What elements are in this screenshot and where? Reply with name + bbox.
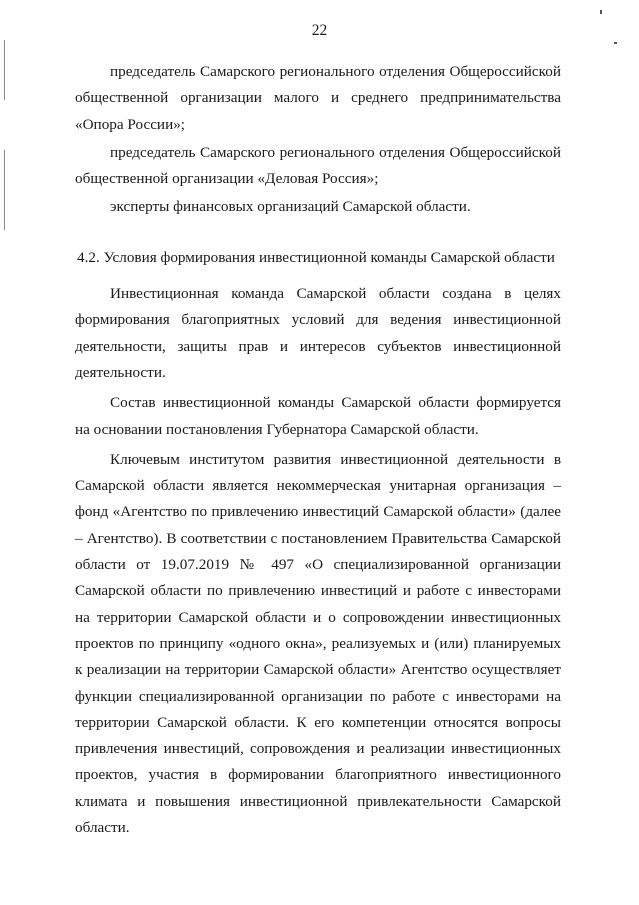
paragraph-team-purpose: Инвестиционная команда Самарской области создана в целях формирования благоприятных условий для ведения инвестиционной деятельности, защиты прав и интересов субъектов инвестиционной деятельности. xyxy=(75,285,561,381)
scan-speck xyxy=(600,10,602,14)
scan-speck xyxy=(614,42,617,44)
paragraph-delovaya-russia: председатель Самарского регионального отделения Общероссийской общественной организации «Деловая Россия»; xyxy=(75,143,561,188)
paragraph-team-composition: Состав инвестиционной команды Самарской области формируется на основании постановления Губернатора Самарской области. xyxy=(75,394,561,438)
document-body xyxy=(75,59,561,841)
paragraph-financial-experts: эксперты финансовых организаций Самарской области. xyxy=(110,198,471,216)
scan-edge-mark xyxy=(4,150,5,230)
scan-edge-mark xyxy=(4,40,5,100)
paragraph-agency: Ключевым институтом развития инвестиционной деятельности в Самарской области является некоммерческая унитарная организация – фонд «Агентство по привлечению инвестиций Самарской области» (далее – Агентство). В соответствии с постановлением Правительства Самарской области от 19.07.2019 № 497 «О специализированной организации Самарской области по привлечению инвестиций и работе с инвесторами на территории Самарской области и о сопровождении инвестиционных проектов по принципу «одного окна», реализуемых и (или) планируемых к реализации на территории Самарской области» Агентство осуществляет функции специализированной организации по работе с инвесторами на территории Самарской области. К его компетенции относятся вопросы привлечения инвестиций, сопровождения и реализации инвестиционных проектов, участия в формировании благоприятного инвестиционного климата и повышения инвестиционной привлекательности Самарской области. xyxy=(75,450,561,837)
section-heading: 4.2. Условия формирования инвестиционной команды Самарской области xyxy=(77,248,555,266)
page-number: 22 xyxy=(311,22,328,39)
paragraph-opora-russia: председатель Самарского регионального отделения Общероссийской общественной организации малого и среднего предпринимательства «Опора России»; xyxy=(75,63,561,133)
